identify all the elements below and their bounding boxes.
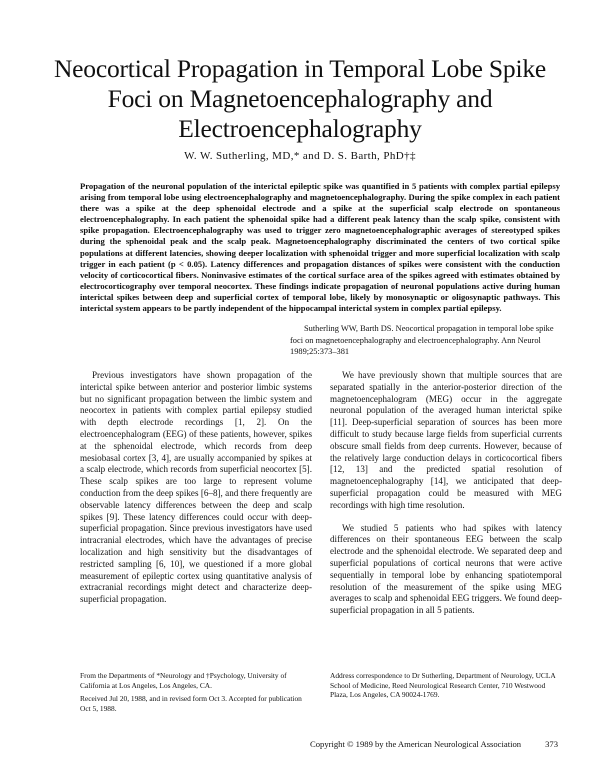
- copyright-line: Copyright © 1989 by the American Neurological Association: [310, 739, 522, 749]
- abstract: Propagation of the neuronal population of the interictal epileptic spike was quantified in 5 patients with complex partial epilepsy arising from temporal lobe using electroencephalography and magnetoencephalography. During the spike complex in each patient there was a spike at the deep sphenoidal electrode and a spike at the superficial scalp electrode on spontaneous electroencephalography. In each patient the sphenoidal spike had a different peak latency than the scalp spike, consistent with spike propagation. Electroencephalography was used to trigger zero magnetoencephalographic averages of stereotyped spikes during the sphenoidal peak and the scalp peak. Magnetoencephalography discriminated the centers of two cortical spike populations at different latencies, showing deeper localization with sphenoidal trigger and more superficial localization with scalp trigger in each patient (p < 0.05). Latency differences and propagation distances of spikes were consistent with the conduction velocity of corticocortical fibers. Noninvasive estimates of the cortical surface area of the spikes agreed with estimates obtained by electrocorticography over temporal neocortex. These findings indicate propagation of neuronal populations active during human interictal spikes between deep and superficial cortex of temporal lobe, likely by monosynaptic or oligosynaptic pathways. This interictal system appears to be partly independent of the hippocampal interictal system in complex partial epilepsy.: [80, 181, 560, 314]
- citation: Sutherling WW, Barth DS. Neocortical propagation in temporal lobe spike foci on magnetoencephalography and electroencephalography. Ann Neurol 1989;25:373–381: [290, 324, 554, 357]
- body-column-left: [80, 370, 312, 617]
- footnote-affiliation: [80, 671, 312, 717]
- article-title: Neocortical Propagation in Temporal Lobe Spike Foci on Magnetoencephalography and Electroencephalography: [53, 54, 547, 143]
- body-paragraph: We have previously shown that multiple sources that are separated spatially in the anterior-posterior direction of the magnetoencephalogram (MEG) occur in the aggregate neuronal population of the averaged human interictal spike [11]. Deep-superficial separation of sources has been more difficult to study because large fields from superficial currents obscure small fields from deep currents. However, because of the relatively large conduction delays in corticocortical fibers [12, 13] and the predicted spatial resolution of magnetoencephalography [14], we anticipated that deep-superficial propagation could be measured with MEG recordings with high time resolution.: [330, 370, 562, 510]
- body-paragraph: Previous investigators have shown propagation of the interictal spike between anterior and posterior limbic systems but no significant propagation between the limbic system and neocortex in patients with complex partial epilepsy studied with depth electrode recordings [1, 2]. On the electroencephalogram (EEG) of these patients, however, spikes at the sphenoidal electrode, which records from deep mesiobasal cortex [3, 4], are usually accompanied by spikes at a scalp electrode, which records from superficial neocortex [5]. These scalp spikes are too large to represent volume conduction from the deep spikes [6–8], and there frequently are observable latency differences between the deep and scalp spikes [9]. These latency differences could occur with deep-superficial propagation. Since previous investigators have used intracranial electrodes, which have the advantages of precise localization and high sensitivity but the disadvantages of restricted sampling [6, 10], we questioned if a more global measurement of epileptic cortex using quantitative analysis of extracranial recordings might detect and characterize deep-superficial propagation.: [80, 370, 312, 605]
- author-line: W. W. Sutherling, MD,* and D. S. Barth, PhD†‡: [184, 150, 416, 162]
- footnote-correspondence: [330, 671, 562, 704]
- correspondence-note: Address correspondence to Dr Sutherling, Department of Neurology, UCLA School of Medicine, Reed Neurological Research Center, 710 Westwood Plaza, Los Angeles, CA 90024-1769.: [330, 671, 556, 700]
- page-number: 373: [545, 739, 558, 749]
- body-paragraph: We studied 5 patients who had spikes with latency differences on their spontaneous EEG between the scalp electrode and the sphenoidal electrode. We separated deep and superficial populations of cortical neurons that were active sequentially in temporal lobe by enhancing spatiotemporal resolution of the measurement of the spike using MEG averages to scalp and sphenoidal EEG triggers. We found deep-superficial propagation in all 5 patients.: [330, 522, 562, 616]
- received-note: Received Jul 20, 1988, and in revised form Oct 3. Accepted for publication Oct 5, 1988.: [80, 694, 302, 713]
- affiliation-note: From the Departments of *Neurology and †Psychology, University of California at Los Angeles, Los Angeles, CA.: [80, 671, 287, 690]
- body-column-right: [330, 370, 562, 628]
